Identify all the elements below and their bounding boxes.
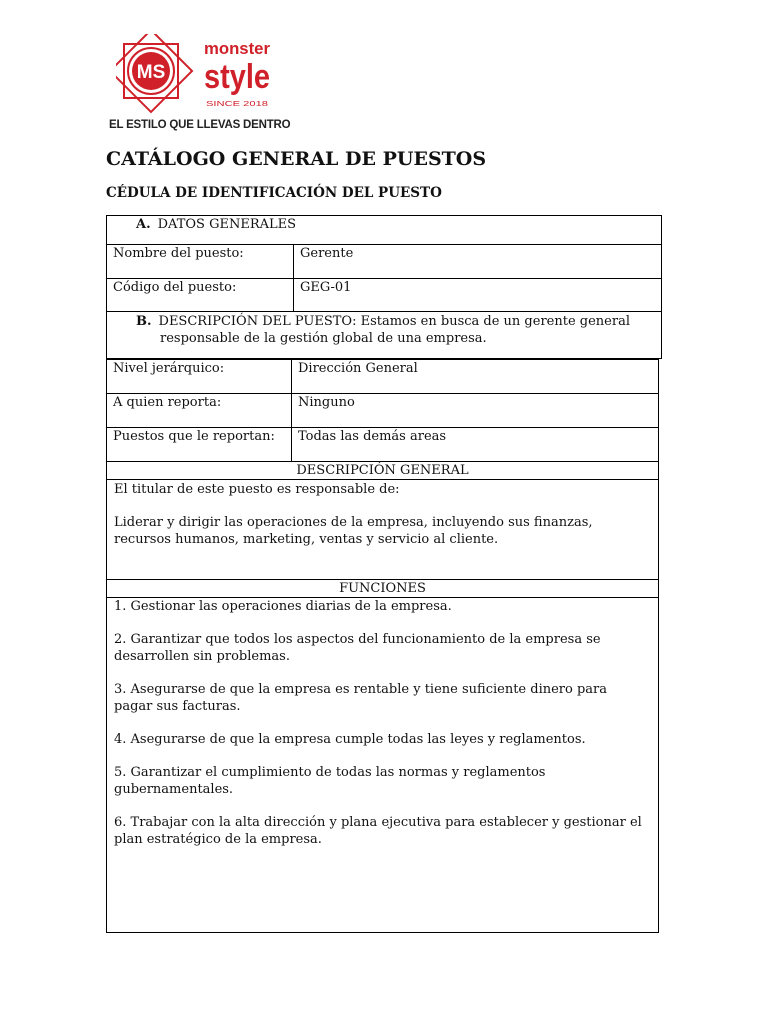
codigo-puesto-label: Código del puesto: — [113, 280, 237, 295]
funciones-header: FUNCIONES — [339, 581, 426, 596]
funcion-item-3-cont: pagar sus facturas. — [114, 699, 241, 714]
logo-brand-line2: style — [204, 58, 270, 96]
funcion-item-2: 2. Garantizar que todos los aspectos del funcionamiento de la empresa se — [114, 632, 601, 647]
page-title: CATÁLOGO GENERAL DE PUESTOS — [106, 148, 487, 170]
nombre-puesto-value: Gerente — [300, 246, 354, 261]
funcion-item-3: 3. Asegurarse de que la empresa es rentable y tiene suficiente dinero para — [114, 682, 608, 697]
funcion-item-1: 1. Gestionar las operaciones diarias de la empresa. — [114, 599, 452, 614]
descripcion-general-header: DESCRIPCIÓN GENERAL — [296, 463, 469, 478]
section-b-line2: responsable de la gestión global de una empresa. — [160, 331, 487, 346]
logo-mark-text: MS — [136, 62, 166, 83]
funcion-item-2-cont: desarrollen sin problemas. — [114, 649, 290, 664]
funcion-item-6-cont: plan estratégico de la empresa. — [114, 832, 322, 847]
page-subtitle: CÉDULA DE IDENTIFICACIÓN DEL PUESTO — [106, 185, 442, 201]
section-b-header: B. DESCRIPCIÓN DEL PUESTO: Estamos en busca de un gerente general — [136, 314, 630, 329]
descripcion-intro: El titular de este puesto es responsable de: — [114, 482, 400, 497]
le-reportan-value: Todas las demás areas — [298, 429, 447, 444]
nivel-jerarquico-value: Dirección General — [298, 361, 418, 376]
descripcion-general-body — [114, 481, 654, 548]
logo-tagline: EL ESTILO QUE LLEVAS DENTRO — [109, 119, 291, 131]
nivel-jerarquico-label: Nivel jerárquico: — [113, 361, 225, 376]
reporta-label: A quien reporta: — [113, 395, 222, 410]
logo-since: SINCE 2018 — [206, 99, 268, 108]
funcion-item-5: 5. Garantizar el cumplimiento de todas las normas y reglamentos — [114, 765, 546, 780]
reporta-value: Ninguno — [298, 395, 355, 410]
funcion-item-4: 4. Asegurarse de que la empresa cumple todas las leyes y reglamentos. — [114, 732, 586, 747]
le-reportan-label: Puestos que le reportan: — [113, 429, 275, 444]
codigo-puesto-value: GEG-01 — [300, 280, 352, 295]
funcion-item-6: 6. Trabajar con la alta dirección y plana ejecutiva para establecer y gestionar el — [114, 815, 642, 830]
nombre-puesto-label: Nombre del puesto: — [113, 246, 244, 261]
descripcion-line1: Liderar y dirigir las operaciones de la empresa, incluyendo sus finanzas, — [114, 515, 593, 530]
funcion-item-5-cont: gubernamentales. — [114, 782, 234, 797]
logo-brand-line1: monster — [204, 39, 271, 58]
funciones-list — [114, 598, 654, 848]
section-a-header: A. DATOS GENERALES — [136, 217, 297, 232]
descripcion-line2: recursos humanos, marketing, ventas y servicio al cliente. — [114, 532, 499, 547]
